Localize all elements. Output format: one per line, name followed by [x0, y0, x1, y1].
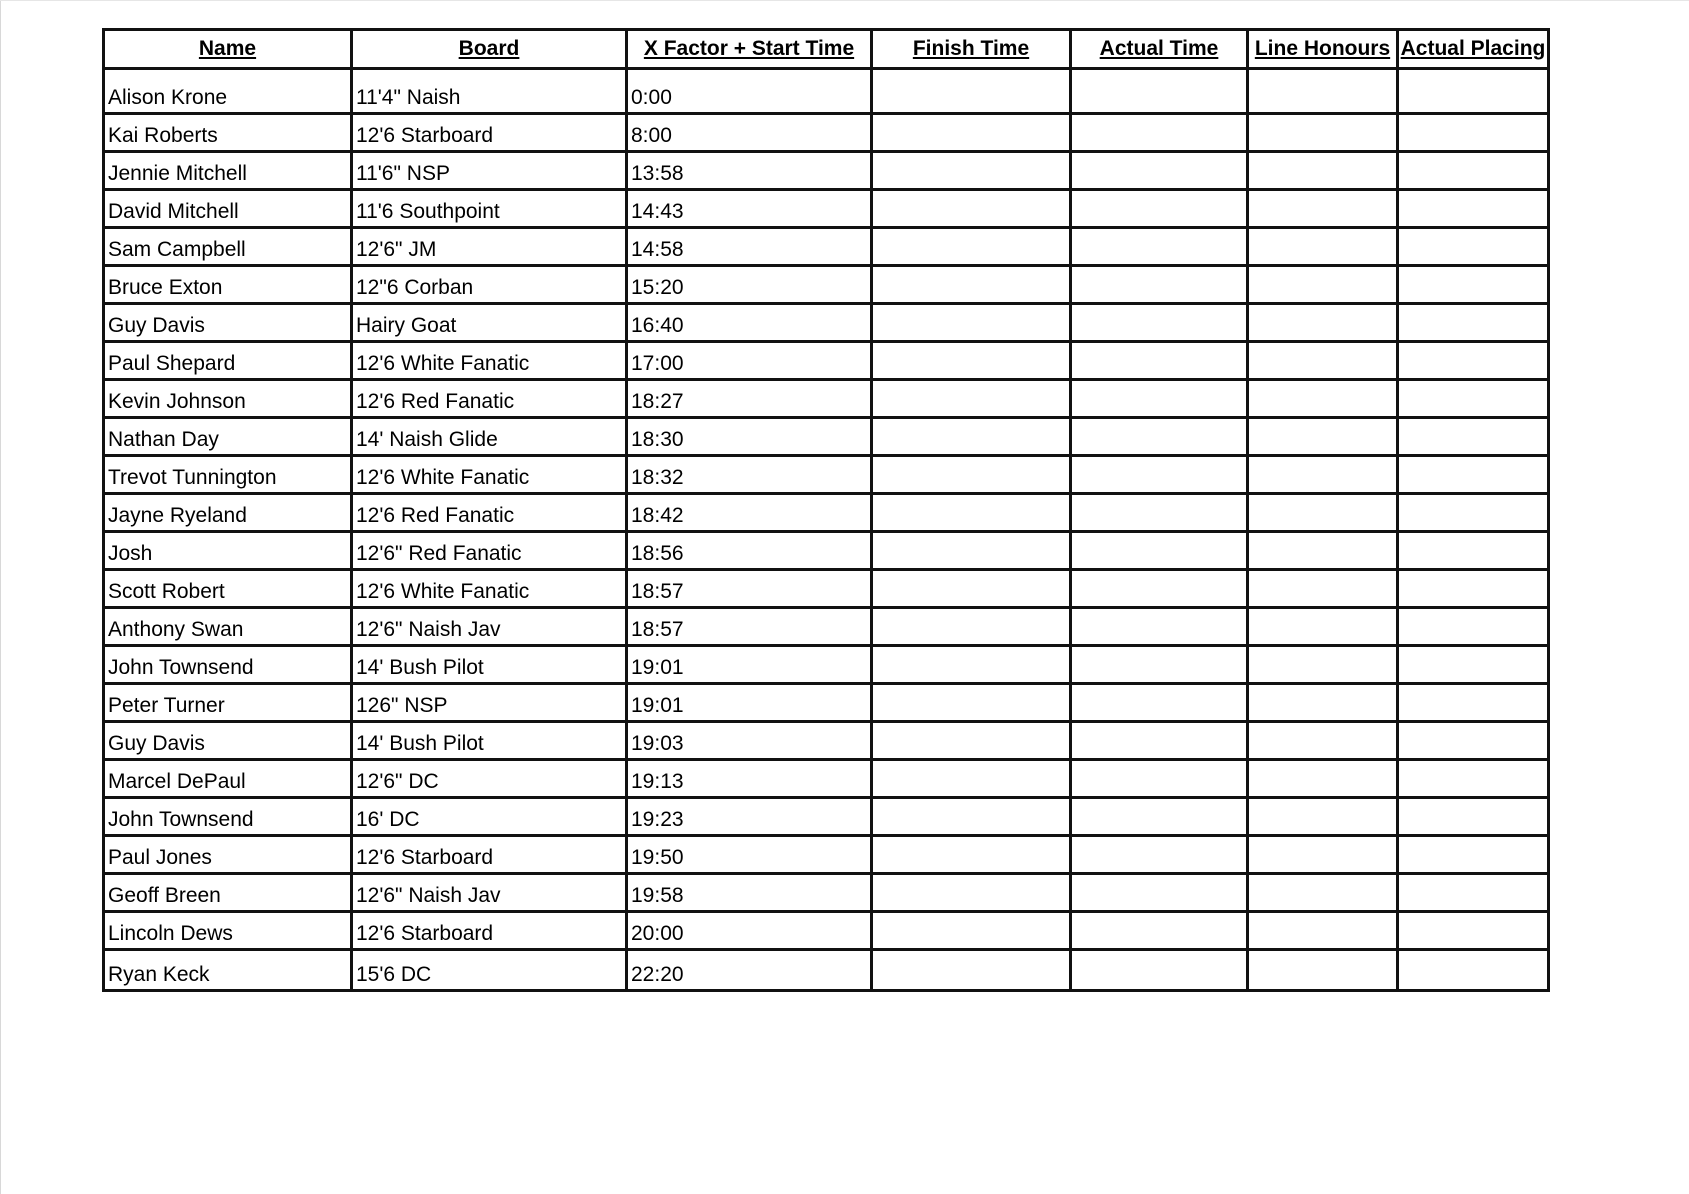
- start-time-cell: 18:30: [627, 418, 872, 456]
- board-cell: 12'6 White Fanatic: [352, 456, 627, 494]
- table-row: [104, 874, 1549, 912]
- actual-time-cell: [1071, 114, 1248, 152]
- line-honours-cell: [1248, 874, 1398, 912]
- line-honours-cell: [1248, 114, 1398, 152]
- name-cell: Trevot Tunnington: [104, 456, 352, 494]
- actual-placing-cell: [1398, 760, 1549, 798]
- table-row: [104, 608, 1549, 646]
- name-cell: Jayne Ryeland: [104, 494, 352, 532]
- table-row: [104, 304, 1549, 342]
- name-cell: Paul Jones: [104, 836, 352, 874]
- finish-time-cell: [872, 114, 1071, 152]
- actual-placing-cell: [1398, 874, 1549, 912]
- board-cell: 15'6 DC: [352, 950, 627, 991]
- finish-time-cell: [872, 228, 1071, 266]
- actual-time-cell: [1071, 722, 1248, 760]
- name-cell: Peter Turner: [104, 684, 352, 722]
- start-time-cell: 22:20: [627, 950, 872, 991]
- actual-placing-cell: [1398, 152, 1549, 190]
- actual-placing-cell: [1398, 722, 1549, 760]
- table-row: [104, 836, 1549, 874]
- actual-time-cell: [1071, 532, 1248, 570]
- finish-time-cell: [872, 266, 1071, 304]
- board-cell: 12'6" Naish Jav: [352, 874, 627, 912]
- column-header-board: Board: [352, 30, 627, 69]
- finish-time-cell: [872, 608, 1071, 646]
- start-time-cell: 18:57: [627, 608, 872, 646]
- table-row: [104, 69, 1549, 114]
- name-cell: John Townsend: [104, 646, 352, 684]
- board-cell: 12'6 White Fanatic: [352, 342, 627, 380]
- line-honours-cell: [1248, 684, 1398, 722]
- line-honours-cell: [1248, 69, 1398, 114]
- start-time-cell: 0:00: [627, 69, 872, 114]
- actual-time-cell: [1071, 190, 1248, 228]
- actual-placing-cell: [1398, 950, 1549, 991]
- line-honours-cell: [1248, 760, 1398, 798]
- actual-time-cell: [1071, 380, 1248, 418]
- actual-placing-cell: [1398, 380, 1549, 418]
- finish-time-cell: [872, 342, 1071, 380]
- page-edge: [0, 0, 1689, 1]
- board-cell: 12'6 Starboard: [352, 114, 627, 152]
- column-header-start-time: X Factor + Start Time: [627, 30, 872, 69]
- board-cell: 12'6" JM: [352, 228, 627, 266]
- start-time-table: [102, 28, 1550, 992]
- name-cell: Josh: [104, 532, 352, 570]
- table-row: [104, 722, 1549, 760]
- start-time-cell: 16:40: [627, 304, 872, 342]
- name-cell: Sam Campbell: [104, 228, 352, 266]
- start-time-cell: 19:01: [627, 646, 872, 684]
- name-cell: John Townsend: [104, 798, 352, 836]
- name-cell: Paul Shepard: [104, 342, 352, 380]
- finish-time-cell: [872, 646, 1071, 684]
- table-row: [104, 456, 1549, 494]
- table-row: [104, 646, 1549, 684]
- name-cell: Alison Krone: [104, 69, 352, 114]
- board-cell: 14' Bush Pilot: [352, 646, 627, 684]
- finish-time-cell: [872, 380, 1071, 418]
- header-row: [104, 30, 1549, 69]
- table-row: [104, 152, 1549, 190]
- start-time-cell: 19:58: [627, 874, 872, 912]
- line-honours-cell: [1248, 836, 1398, 874]
- board-cell: 11'6" NSP: [352, 152, 627, 190]
- start-time-cell: 19:01: [627, 684, 872, 722]
- name-cell: Marcel DePaul: [104, 760, 352, 798]
- finish-time-cell: [872, 570, 1071, 608]
- board-cell: 126" NSP: [352, 684, 627, 722]
- table-body: [104, 69, 1549, 991]
- actual-time-cell: [1071, 570, 1248, 608]
- finish-time-cell: [872, 722, 1071, 760]
- line-honours-cell: [1248, 266, 1398, 304]
- actual-placing-cell: [1398, 456, 1549, 494]
- table-row: [104, 228, 1549, 266]
- table-row: [104, 798, 1549, 836]
- column-header-finish-time: Finish Time: [872, 30, 1071, 69]
- board-cell: 14' Bush Pilot: [352, 722, 627, 760]
- name-cell: Geoff Breen: [104, 874, 352, 912]
- finish-time-cell: [872, 760, 1071, 798]
- column-header-actual-placing: Actual Placing: [1398, 30, 1549, 69]
- start-time-cell: 19:50: [627, 836, 872, 874]
- table-row: [104, 418, 1549, 456]
- table-row: [104, 190, 1549, 228]
- finish-time-cell: [872, 912, 1071, 950]
- line-honours-cell: [1248, 456, 1398, 494]
- actual-time-cell: [1071, 418, 1248, 456]
- actual-placing-cell: [1398, 646, 1549, 684]
- finish-time-cell: [872, 152, 1071, 190]
- board-cell: 12'6 White Fanatic: [352, 570, 627, 608]
- finish-time-cell: [872, 532, 1071, 570]
- name-cell: David Mitchell: [104, 190, 352, 228]
- start-time-cell: 8:00: [627, 114, 872, 152]
- table-row: [104, 912, 1549, 950]
- actual-time-cell: [1071, 874, 1248, 912]
- line-honours-cell: [1248, 608, 1398, 646]
- board-cell: Hairy Goat: [352, 304, 627, 342]
- actual-time-cell: [1071, 494, 1248, 532]
- table-row: [104, 570, 1549, 608]
- actual-time-cell: [1071, 760, 1248, 798]
- actual-placing-cell: [1398, 114, 1549, 152]
- name-cell: Kai Roberts: [104, 114, 352, 152]
- name-cell: Scott Robert: [104, 570, 352, 608]
- line-honours-cell: [1248, 494, 1398, 532]
- name-cell: Lincoln Dews: [104, 912, 352, 950]
- line-honours-cell: [1248, 190, 1398, 228]
- actual-placing-cell: [1398, 798, 1549, 836]
- finish-time-cell: [872, 190, 1071, 228]
- start-time-cell: 17:00: [627, 342, 872, 380]
- finish-time-cell: [872, 798, 1071, 836]
- board-cell: 11'4" Naish: [352, 69, 627, 114]
- table-row: [104, 380, 1549, 418]
- actual-placing-cell: [1398, 418, 1549, 456]
- actual-placing-cell: [1398, 684, 1549, 722]
- board-cell: 12'6 Starboard: [352, 912, 627, 950]
- line-honours-cell: [1248, 570, 1398, 608]
- line-honours-cell: [1248, 798, 1398, 836]
- finish-time-cell: [872, 418, 1071, 456]
- board-cell: 11'6 Southpoint: [352, 190, 627, 228]
- line-honours-cell: [1248, 380, 1398, 418]
- actual-placing-cell: [1398, 912, 1549, 950]
- start-time-cell: 18:56: [627, 532, 872, 570]
- start-time-cell: 18:32: [627, 456, 872, 494]
- start-time-cell: 18:42: [627, 494, 872, 532]
- board-cell: 12'6 Red Fanatic: [352, 380, 627, 418]
- finish-time-cell: [872, 874, 1071, 912]
- actual-time-cell: [1071, 228, 1248, 266]
- name-cell: Bruce Exton: [104, 266, 352, 304]
- actual-time-cell: [1071, 304, 1248, 342]
- name-cell: Ryan Keck: [104, 950, 352, 991]
- line-honours-cell: [1248, 532, 1398, 570]
- actual-time-cell: [1071, 836, 1248, 874]
- line-honours-cell: [1248, 418, 1398, 456]
- table-row: [104, 114, 1549, 152]
- finish-time-cell: [872, 304, 1071, 342]
- start-time-cell: 19:23: [627, 798, 872, 836]
- name-cell: Jennie Mitchell: [104, 152, 352, 190]
- column-header-line-honours: Line Honours: [1248, 30, 1398, 69]
- line-honours-cell: [1248, 342, 1398, 380]
- actual-time-cell: [1071, 69, 1248, 114]
- name-cell: Nathan Day: [104, 418, 352, 456]
- actual-placing-cell: [1398, 532, 1549, 570]
- actual-placing-cell: [1398, 836, 1549, 874]
- finish-time-cell: [872, 950, 1071, 991]
- line-honours-cell: [1248, 228, 1398, 266]
- board-cell: 16' DC: [352, 798, 627, 836]
- actual-time-cell: [1071, 798, 1248, 836]
- table-row: [104, 494, 1549, 532]
- board-cell: 14' Naish Glide: [352, 418, 627, 456]
- actual-placing-cell: [1398, 69, 1549, 114]
- start-time-cell: 19:13: [627, 760, 872, 798]
- column-header-name: Name: [104, 30, 352, 69]
- start-time-cell: 14:43: [627, 190, 872, 228]
- actual-time-cell: [1071, 912, 1248, 950]
- column-header-actual-time: Actual Time: [1071, 30, 1248, 69]
- start-time-cell: 13:58: [627, 152, 872, 190]
- line-honours-cell: [1248, 646, 1398, 684]
- actual-placing-cell: [1398, 494, 1549, 532]
- actual-time-cell: [1071, 684, 1248, 722]
- name-cell: Kevin Johnson: [104, 380, 352, 418]
- finish-time-cell: [872, 684, 1071, 722]
- start-time-cell: 18:57: [627, 570, 872, 608]
- finish-time-cell: [872, 836, 1071, 874]
- board-cell: 12'6" Red Fanatic: [352, 532, 627, 570]
- start-time-cell: 14:58: [627, 228, 872, 266]
- table-row: [104, 684, 1549, 722]
- actual-time-cell: [1071, 266, 1248, 304]
- actual-placing-cell: [1398, 190, 1549, 228]
- page-edge: [0, 0, 1, 1194]
- table-row: [104, 266, 1549, 304]
- line-honours-cell: [1248, 152, 1398, 190]
- actual-time-cell: [1071, 950, 1248, 991]
- line-honours-cell: [1248, 912, 1398, 950]
- line-honours-cell: [1248, 722, 1398, 760]
- finish-time-cell: [872, 69, 1071, 114]
- table-row: [104, 950, 1549, 991]
- board-cell: 12"6 Corban: [352, 266, 627, 304]
- start-time-cell: 20:00: [627, 912, 872, 950]
- actual-time-cell: [1071, 342, 1248, 380]
- name-cell: Anthony Swan: [104, 608, 352, 646]
- actual-time-cell: [1071, 646, 1248, 684]
- actual-placing-cell: [1398, 228, 1549, 266]
- actual-time-cell: [1071, 152, 1248, 190]
- actual-placing-cell: [1398, 570, 1549, 608]
- actual-placing-cell: [1398, 342, 1549, 380]
- finish-time-cell: [872, 494, 1071, 532]
- table-row: [104, 532, 1549, 570]
- start-time-cell: 19:03: [627, 722, 872, 760]
- start-time-cell: 15:20: [627, 266, 872, 304]
- actual-placing-cell: [1398, 304, 1549, 342]
- actual-time-cell: [1071, 608, 1248, 646]
- actual-placing-cell: [1398, 266, 1549, 304]
- actual-placing-cell: [1398, 608, 1549, 646]
- actual-time-cell: [1071, 456, 1248, 494]
- line-honours-cell: [1248, 304, 1398, 342]
- board-cell: 12'6 Starboard: [352, 836, 627, 874]
- table-row: [104, 760, 1549, 798]
- line-honours-cell: [1248, 950, 1398, 991]
- name-cell: Guy Davis: [104, 722, 352, 760]
- board-cell: 12'6" DC: [352, 760, 627, 798]
- start-time-cell: 18:27: [627, 380, 872, 418]
- board-cell: 12'6 Red Fanatic: [352, 494, 627, 532]
- name-cell: Guy Davis: [104, 304, 352, 342]
- finish-time-cell: [872, 456, 1071, 494]
- board-cell: 12'6" Naish Jav: [352, 608, 627, 646]
- table-row: [104, 342, 1549, 380]
